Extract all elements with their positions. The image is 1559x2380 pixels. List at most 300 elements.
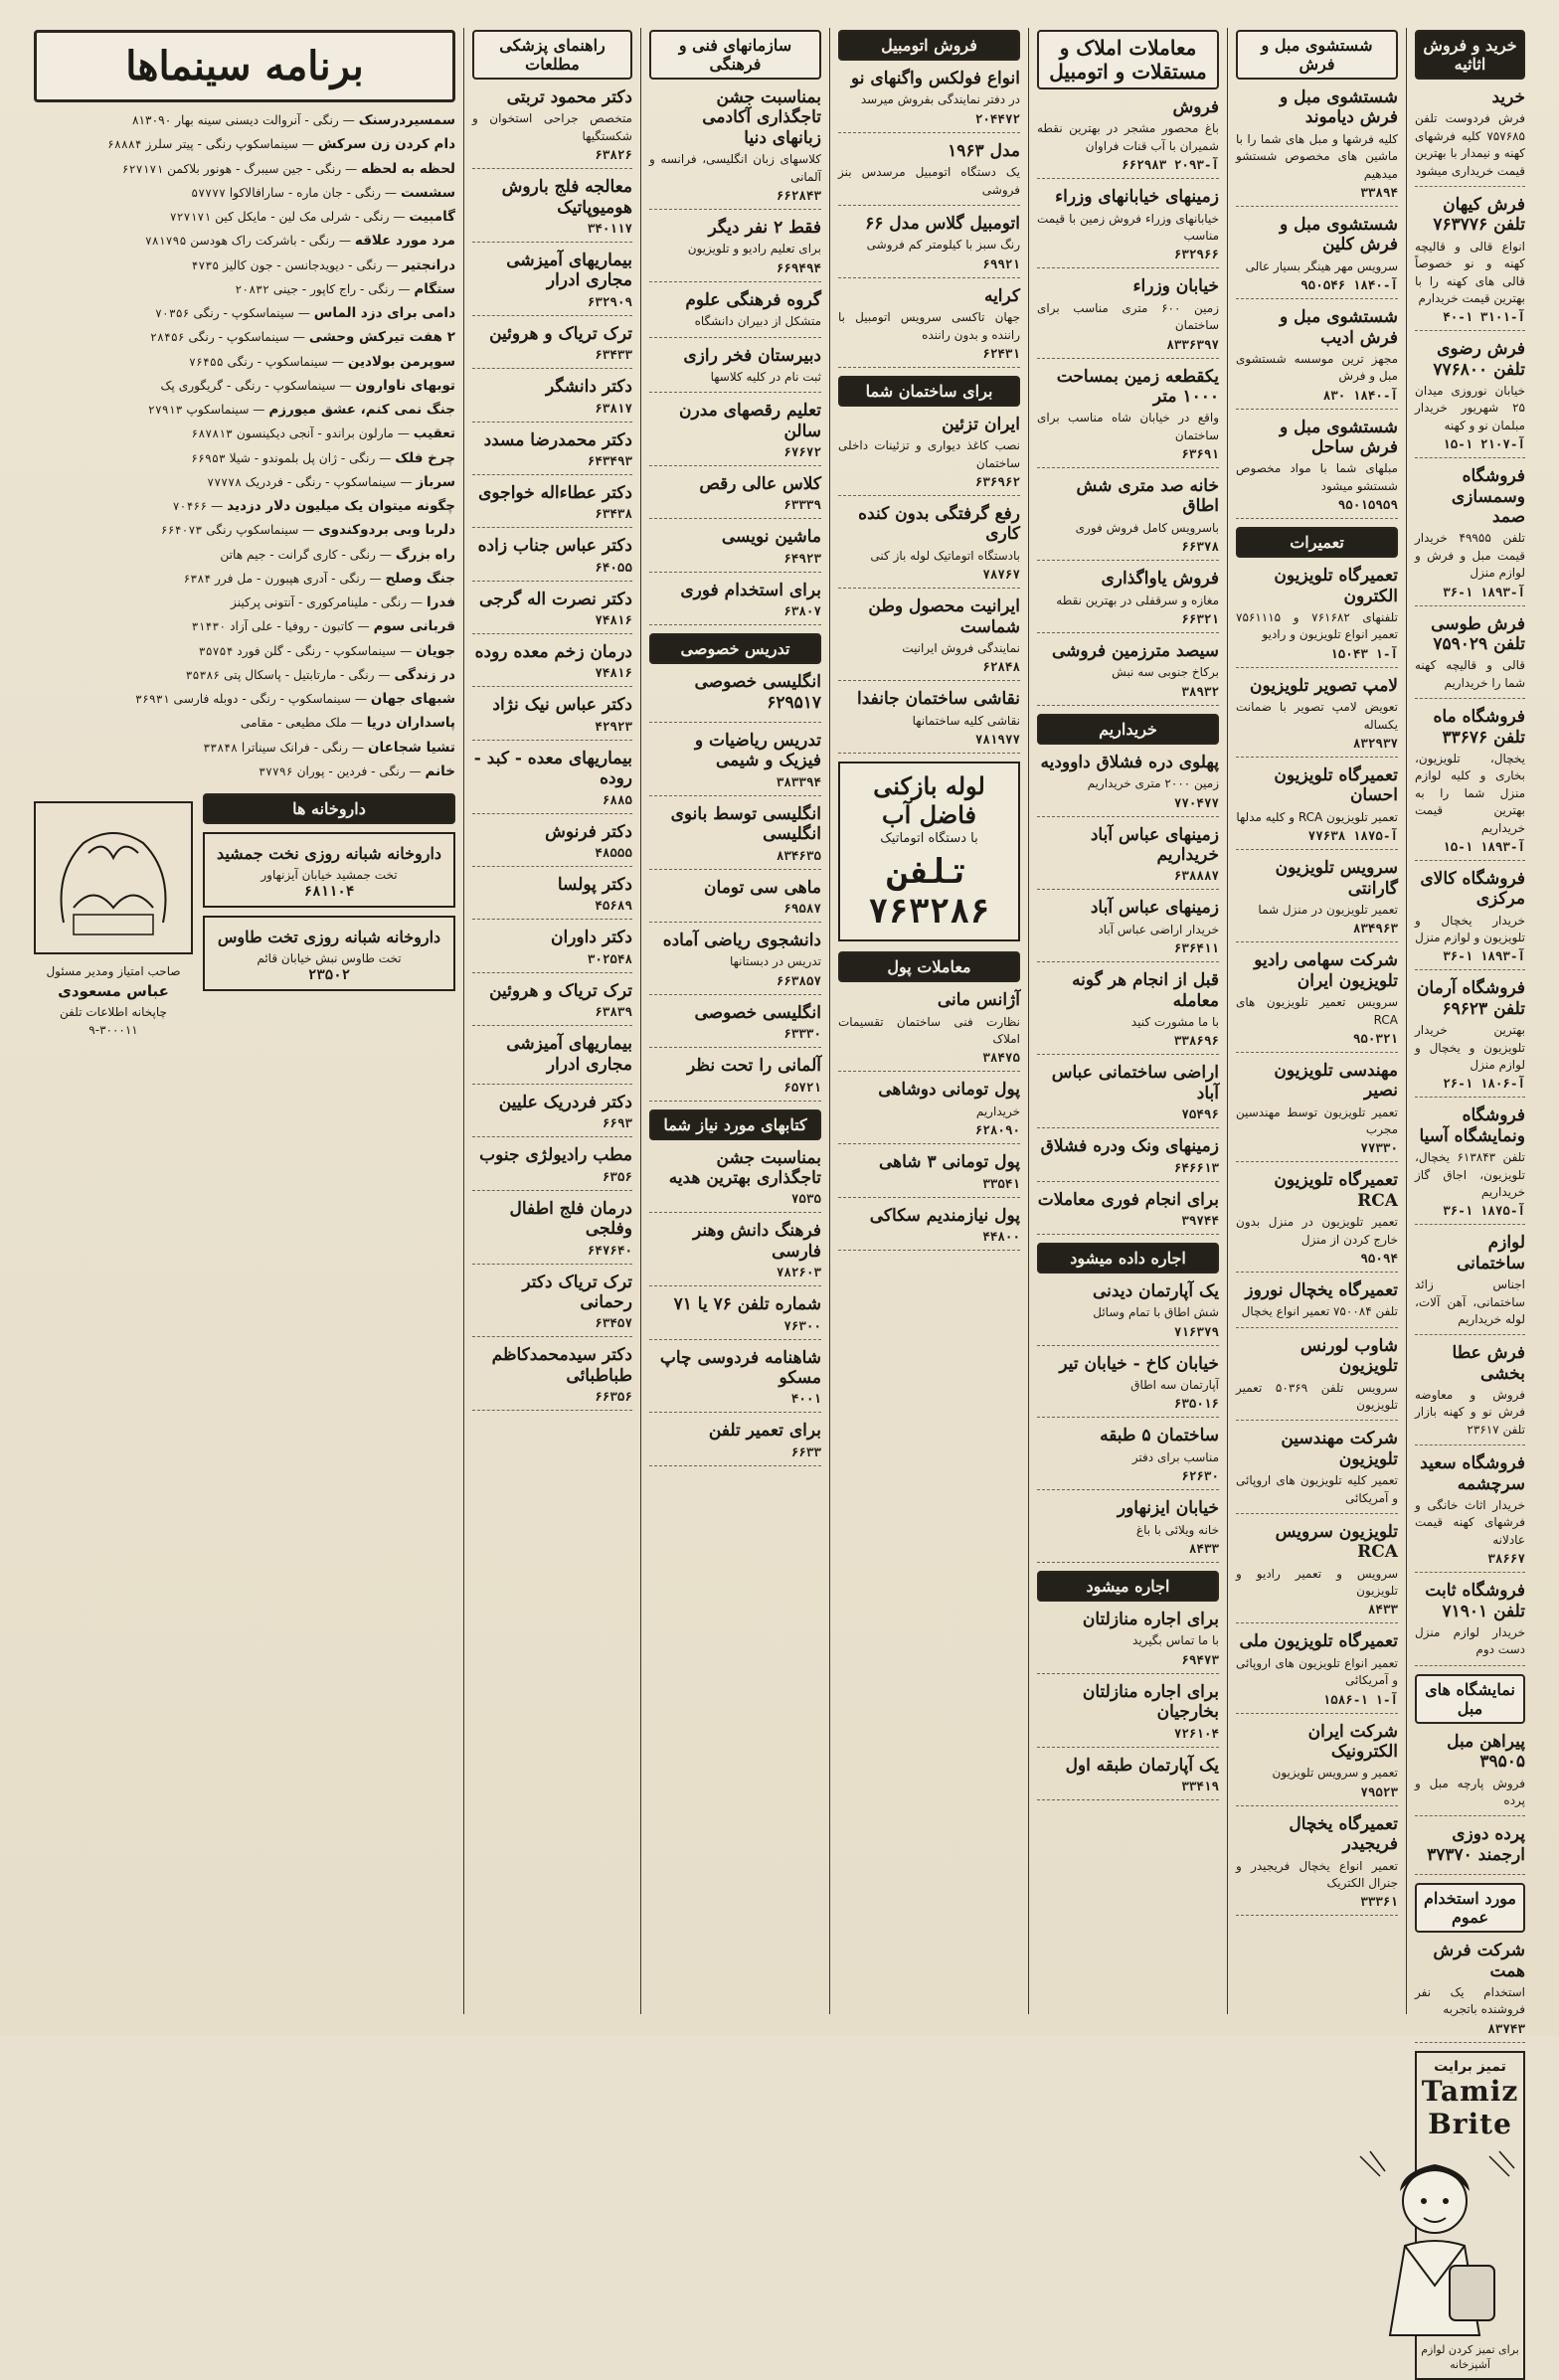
ad-text: تعمیر و سرویس تلویزیون xyxy=(1272,1766,1398,1781)
ad-text: بادستگاه اتوماتیک لوله باز کنی xyxy=(870,548,1020,563)
ad-title: تعمیرگاه تلویزیون الکترون xyxy=(1274,566,1398,606)
classified-ad xyxy=(1236,1722,1398,1806)
ad-phone: ۷۷۶۳۸ آ-۱۸۷۵ xyxy=(1307,828,1398,844)
film-phone: ۳۳۸۴۸ xyxy=(203,740,238,755)
classified-ad xyxy=(472,1345,632,1411)
ad-title: یکقطعه زمین بمساحت ۱۰۰۰ متر xyxy=(1056,366,1219,407)
classified-ad xyxy=(1236,1814,1398,1917)
ad-title: دکتر فرنوش xyxy=(545,821,632,842)
film-listing: دام کردن زن سرکش — سینماسکوپ رنگی - پیتر سلرز ۶۸۸۸۴ xyxy=(106,136,455,153)
classified-ad xyxy=(1037,187,1219,268)
film-title: خانم xyxy=(425,763,455,779)
ad-title: خیابان ایزنهاور xyxy=(1117,1498,1219,1519)
ad-title: انگلیسی خصوصی xyxy=(694,1002,821,1023)
classified-ad xyxy=(838,1206,1020,1251)
ad-title: ساختمان ۵ طبقه xyxy=(1100,1426,1219,1446)
ad-phone: ۶۳۸۸۸۷ xyxy=(1173,868,1219,884)
ad-text: اجناس زائد ساختمانی، آهن آلات، لوله خریداریم xyxy=(1415,1277,1525,1326)
ad-text: تعمیر تلویزیون RCA و کلیه مدلها xyxy=(1236,809,1398,824)
ad-text: مغازه و سرقفلی در بهترین نقطه xyxy=(1056,593,1219,607)
ad-title: فقط ۲ نفر دیگر xyxy=(708,217,821,238)
film-phone: ۷۲۷۱۷۱ xyxy=(169,210,212,224)
ad-phone: ۷۸۲۶۰۳ xyxy=(776,1265,821,1280)
film-phone: ۳۱۴۳۰ xyxy=(191,619,227,634)
film-phone: ۳۵۷۵۴ xyxy=(198,643,234,658)
ad-title: درمان فلج اطفال وفلجی xyxy=(509,1198,632,1240)
film-details: کاتبون - روفیا - علی آزاد xyxy=(230,619,354,634)
colophon xyxy=(34,962,193,1039)
classified-ad xyxy=(838,1152,1020,1197)
ad-phone: ۶۳۸۲۶ xyxy=(595,147,632,163)
classified-ad xyxy=(1415,1824,1525,1875)
ad-phone: ۶۴۳۴۹۳ xyxy=(587,452,632,468)
film-details: رنگی - دیویدجانسن - جون کالیز xyxy=(223,257,383,272)
ad-title: زمینهای عباس آباد xyxy=(1090,898,1219,919)
film-title: فدرا xyxy=(426,595,455,610)
ad-title: برای استخدام فوری xyxy=(680,580,821,600)
classified-ad xyxy=(1037,753,1219,817)
ad-phone: ۶۴۶۶۱۳ xyxy=(1173,1159,1219,1175)
ad-text: مناسب برای دفتر xyxy=(1131,1449,1219,1464)
ad-title: معالجه فلج باروش هومیوپاتیک xyxy=(501,177,632,218)
classified-ad xyxy=(649,1221,821,1286)
col-medical xyxy=(463,28,640,2014)
ad-text: باسرویس کامل فروش فوری xyxy=(1075,520,1219,535)
film-phone: ۳۶۹۳۱ xyxy=(135,692,170,706)
film-details: سینماسکوپ - رنگی - گلن فورد xyxy=(237,643,397,658)
classified-ad xyxy=(472,928,632,972)
classified-ad xyxy=(1415,869,1525,971)
pharmacy-phone: ۶۸۱۱۰۴ xyxy=(303,883,355,900)
ad-title: فرهنگ دانش وهنر فارسی xyxy=(692,1221,821,1262)
ad-phone: ۳۳۵۴۱ xyxy=(982,1175,1020,1191)
ad-phone: ۸۳۲۹۳۷ xyxy=(1352,735,1398,751)
ad-text: یک دستگاه اتومبیل مرسدس بنز فروشی xyxy=(838,165,1020,197)
film-phone: ۲۸۴۵۶ xyxy=(150,330,185,345)
film-title: دامی برای دزد الماس xyxy=(313,305,455,321)
repairs-list xyxy=(1236,566,1398,1916)
film-listing: گامبیت — رنگی - شرلی مک لین - مایکل کین ۷۲۷۱۷۱ xyxy=(169,209,455,225)
ad-title: یک آپارتمان طبقه اول xyxy=(1065,1755,1219,1776)
ad-title: برای انجام فوری معاملات xyxy=(1037,1189,1219,1210)
pharmacy-title: داروخانه شبانه روزی تخت طاوس xyxy=(217,927,441,946)
film-listing: در زندگی — رنگی - مارتابتیل - پاسکال پتی ۳۵۳۸۶ xyxy=(185,666,455,683)
section-header-art: سازمانهای فنی و فرهنگی xyxy=(649,30,821,80)
section-header-cinemas: برنامه سینماها xyxy=(34,30,455,102)
ad-title: بیماریهای معده - کبد - روده xyxy=(473,748,632,789)
ad-text: ثبت نام در کلیه کلاسها xyxy=(710,369,821,384)
classified-ad xyxy=(649,290,821,338)
classified-ad xyxy=(472,377,632,422)
ad-phone: ۸۳۳۶۳۹۷ xyxy=(1166,336,1219,352)
ad-title: شستشوی مبل و فرش ساحل xyxy=(1280,417,1398,458)
ad-title: بمناسبت جشن تاجگذاری آکادمی زبانهای دنیا xyxy=(702,87,821,148)
section-header-furniture-shops: نمایشگاه های مبل xyxy=(1415,1674,1525,1724)
ad-phone: ۹۵۰۹۴ xyxy=(1360,1251,1398,1267)
classified-ad xyxy=(649,1148,821,1214)
ad-phone: ۶۷۶۷۲ xyxy=(783,444,821,460)
ad-title: یک آپارتمان دیدنی xyxy=(1093,1280,1219,1301)
classified-ad xyxy=(1037,97,1219,179)
ad-title: شستشوی مبل و فرش کلین xyxy=(1280,214,1398,255)
columns xyxy=(26,28,1533,2371)
ad-phone: ۷۷۰۴۷۷ xyxy=(1173,794,1219,810)
film-title: مرد مورد علاقه xyxy=(354,233,455,250)
ad-text: سرویس مهر هینگر بسیار عالی xyxy=(1245,258,1398,273)
film-phone: ۶۶۹۵۳ xyxy=(191,450,226,465)
ad-title: آلمانی را تحت نظر xyxy=(687,1056,821,1077)
ad-text: بهترین خریدار تلویزیون و یخچال و لوازم منزل xyxy=(1415,1023,1525,1073)
classified-ad xyxy=(1037,1756,1219,1800)
ad-phone: ۶۳۵۰۱۶ xyxy=(1173,1396,1219,1412)
classified-ad xyxy=(649,581,821,625)
classified-ad xyxy=(1236,858,1398,942)
film-details: رنگی - مارتابتیل - پاسکال پتی xyxy=(224,667,375,682)
film-listing: چرخ فلک — رنگی - ژان پل بلموندو - شیلا ۶۶۹۵۳ xyxy=(191,449,455,466)
taxi-phone: ۶۲۴۳۱ xyxy=(982,345,1020,361)
film-title: راه بزرگ xyxy=(395,546,455,563)
classified-ad xyxy=(649,672,821,723)
woman-illustration-icon xyxy=(1350,2146,1519,2335)
film-title: قربانی سوم xyxy=(373,618,455,635)
ad-title: زمینهای خیابانهای وزراء xyxy=(1055,187,1219,208)
ad-phone: ۴۲۹۲۳ xyxy=(595,718,632,734)
classified-ad xyxy=(1236,1280,1398,1328)
ettelaat-logo-icon xyxy=(34,801,193,954)
ad-phone: ۴۸۵۵۵ xyxy=(595,845,632,861)
ad-title: شرکت مهندسین تلویزیون xyxy=(1281,1429,1398,1469)
classified-ad xyxy=(472,251,632,316)
ad-phone: ۶۳۳۳۹ xyxy=(783,497,821,513)
film-phone: ۶۲۷۱۷۱ xyxy=(121,161,164,176)
money-list xyxy=(838,990,1020,1251)
section-header-rent: اجاره داده میشود xyxy=(1037,1243,1219,1274)
ad-phone: ۶۳۸۰۷ xyxy=(783,603,821,619)
auto-list xyxy=(838,69,1020,278)
ad-text: مبلهای شما با مواد مخصوص شستشو میشود xyxy=(1236,461,1398,493)
ad-text: سرویس و تعمیر رادیو و تلویزیون xyxy=(1236,1566,1398,1599)
ad-text: برای تعلیم رادیو و تلویزیون xyxy=(687,242,821,256)
ad-title: شرکت سهامی رادیو تلویزیون ایران xyxy=(1254,950,1398,991)
ad-title: تلویزیون سرویس RCA xyxy=(1275,1521,1398,1563)
classified-ad xyxy=(838,990,1020,1072)
film-phone: ۲۰۸۳۲ xyxy=(235,281,269,296)
film-title: سرباز xyxy=(416,473,455,490)
ad-phone: ۱۵۸۶-۱ آ-۱ xyxy=(1322,1691,1398,1707)
film-title: پاسداران دریا xyxy=(366,715,455,732)
film-listing: جنگ نمی کنم، عشق میورزم — سینماسکوپ ۲۷۹۱۳ xyxy=(147,402,455,418)
classified-ad xyxy=(838,141,1020,206)
classified-ad xyxy=(1236,215,1398,299)
film-title: جنگ وصلح xyxy=(385,570,455,587)
ad-title: خیابان کاخ - خیابان تیر xyxy=(1059,1353,1219,1374)
ad-phone: ۳۰۲۵۴۸ xyxy=(587,950,632,966)
ad-text: سرویس تعمیر تلویزیون های RCA xyxy=(1236,995,1398,1027)
ad-title: گروه فرهنگی علوم xyxy=(685,289,821,310)
ad-phone: ۳۶-۱ آ-۱۸۹۳ xyxy=(1443,584,1525,599)
classified-ad xyxy=(472,822,632,867)
film-details: سینماسکوپ - رنگی - گریگوری پک xyxy=(160,378,336,393)
classified-ad xyxy=(649,878,821,923)
ad-title: شستشوی مبل و فرش دیاموند xyxy=(1280,87,1398,128)
ad-title: پول نیازمندیم سکاکی xyxy=(869,1205,1020,1226)
film-details: سینماسکوپ - رنگی - دوبله فارسی xyxy=(173,692,351,706)
classified-ad xyxy=(1236,1170,1398,1273)
ad-text: زمین ۶۰۰ متری مناسب برای ساختمان xyxy=(1037,300,1219,333)
ad-title: دکتر داوران xyxy=(550,928,632,948)
ad-title: ایران تزئین xyxy=(942,414,1020,434)
ad-phone: ۶۶۲۹۸۳ آ-۲۰۹۳ xyxy=(1122,157,1219,173)
ad-text: خیابان نوروزی میدان ۲۵ شهریور خریدار مبلمان نو و کهنه xyxy=(1415,384,1525,432)
ad-text: رنگ سبز با کیلومتر کم فروشی xyxy=(866,238,1020,253)
ad-text: واقع در خیابان شاه مناسب برای ساختمان xyxy=(1037,411,1219,442)
ad-text: استخدام یک نفر فروشنده باتجربه xyxy=(1415,1984,1525,2017)
ad-title: ترک تریاک و هروئین xyxy=(489,980,632,1001)
ad-phone: ۳۸۴۷۵ xyxy=(982,1050,1020,1066)
ad-phone: ۳۸۹۳۲ xyxy=(1181,683,1219,699)
ad-phone: ۶۶۲۸۴۳ xyxy=(776,187,821,203)
ad-phone: ۶۳۳۳۰ xyxy=(783,1026,821,1042)
film-details: رنگی - جان ماره - سارافالاکوا xyxy=(229,185,382,200)
ad-phone: ۶۹۵۸۷ xyxy=(783,900,821,916)
ad-text: خیابانهای وزراء فروش زمین با قیمت مناسب xyxy=(1037,211,1219,243)
ad-title: اراضی ساختمانی عباس آباد xyxy=(1051,1063,1219,1104)
film-listing: درانجتیر — رنگی - دیویدجانسن - جون کالیز ۴۷۳۵ xyxy=(191,256,455,273)
pharmacy-box xyxy=(203,916,455,991)
ad-phone: ۶۹۴۷۳ xyxy=(1181,1651,1219,1667)
classified-ad xyxy=(1415,1941,1525,2043)
ad-phone: ۷۵۴۹۶ xyxy=(1181,1106,1219,1122)
ad-title: دکتر عباس نیک نژاد xyxy=(492,695,632,716)
ad-title: ایرانیت محصول وطن شماست xyxy=(868,596,1020,637)
ad-phone: ۷۷۳۳۰ xyxy=(1360,1140,1398,1156)
film-listing: جنگ وصلح — رنگی - آدری هپبورن - مل فرر ۶۳۸۴ xyxy=(183,570,455,587)
film-title: دام کردن زن سرکش xyxy=(317,136,455,153)
film-listing: سمسیردرسنک — رنگی - آنروالت دیسنی سینه بهار ۸۱۳۰۹۰ xyxy=(131,112,455,128)
classified-ad xyxy=(472,1034,632,1085)
classified-ad xyxy=(1415,614,1525,700)
ad-title: فروش یاواگذاری xyxy=(1101,569,1219,590)
ad-title: پهلوی دره فشلاق داوودیه xyxy=(1040,752,1219,772)
classified-ad xyxy=(472,1145,632,1190)
classified-ad xyxy=(838,415,1020,496)
ad-text: متخصص جراحی استخوان و شکستگیها xyxy=(472,111,632,143)
film-details: رنگی - فردین - پوران xyxy=(296,764,406,778)
ad-title: تعمیرگاه یخچال نوروز xyxy=(1245,1280,1398,1301)
classified-ad xyxy=(1236,1336,1398,1422)
film-details: رنگی - فرانک سیناترا xyxy=(241,740,349,755)
classified-ad xyxy=(1037,1281,1219,1346)
ad-text: نمایندگی فروش ایرانیت xyxy=(902,641,1020,656)
film-phone: ۶۸۸۸۴ xyxy=(106,137,142,152)
film-listing: تشیا شجاعان — رنگی - فرانک سیناترا ۳۳۸۴۸ xyxy=(203,739,455,756)
colophon-name: عباس مسعودی xyxy=(58,982,169,1000)
ad-phone: ۲۰۴۴۷۲ xyxy=(974,110,1020,126)
ad-title: دکتر سیدمحمدکاظم طباطبائی xyxy=(491,1345,632,1386)
film-title: درانجتیر xyxy=(402,256,455,273)
classified-ad xyxy=(1236,418,1398,520)
film-details: سینماسکوپ - رنگی - فردریک xyxy=(245,474,397,489)
ad-text: کلیه فرشها و مبل های شما را با ماشین های مخصوص شستشو میدهیم xyxy=(1236,131,1398,181)
ad-title: دانشجوی ریاضی آماده xyxy=(662,930,821,950)
classified-ad xyxy=(472,536,632,581)
ad-title: تعمیرگاه تلویزیون احسان xyxy=(1274,765,1398,806)
film-title: چرخ فلک xyxy=(395,449,455,466)
film-details: رنگی - آدری هپبورن - مل فرر xyxy=(215,571,366,586)
ad-text: آپارتمان سه اطاق xyxy=(1130,1378,1219,1393)
ad-phone: ۶۴۰۵۵ xyxy=(595,559,632,575)
pipe-box-title: لوله بازکنی فاضل آب xyxy=(873,771,985,830)
film-phone: ۷۰۳۵۶ xyxy=(154,306,190,320)
classified-ad xyxy=(1037,1426,1219,1490)
ad-phone: ۶۶۳۷۸ xyxy=(1181,539,1219,555)
classified-ad xyxy=(649,1056,821,1101)
ad-title: برای اجاره منازلتان بخارجیان xyxy=(1082,1681,1219,1723)
ad-title: شستشوی مبل و فرش ادیب xyxy=(1280,307,1398,348)
ad-title: کلاس عالی رقص xyxy=(699,474,821,495)
ad-text: خریدار اثاث خانگی و فرشهای کهنه قیمت عادلانه xyxy=(1415,1498,1525,1547)
classified-ad xyxy=(838,69,1020,133)
ad-title: شاوب لورنس تلویزیون xyxy=(1299,1335,1398,1377)
taxi-text: جهان تاکسی سرویس اتومبیل با راننده و بدون راننده xyxy=(838,310,1020,342)
film-listing: لحظه به لحظه — رنگی - جین سیبرگ - هونور بلاکمن ۶۲۷۱۷۱ xyxy=(121,160,455,177)
ad-text: فروش پارچه مبل و پرده xyxy=(1415,1776,1525,1807)
film-title: تشیا شجاعان xyxy=(368,739,455,756)
ad-text: تلفن ۶۱۳۸۴۳ یخچال، تلویزیون، اجاق گاز خریداریم xyxy=(1415,1150,1525,1199)
buy-list xyxy=(1037,753,1219,1235)
ad-text: خریدار اراضی عباس آباد xyxy=(1098,922,1219,936)
ad-title: فرش رضوی تلفن ۷۷۶۸۰۰ xyxy=(1433,339,1525,380)
tamiz-brite-ad xyxy=(1415,2051,1525,2380)
ad-phone: ۶۶۹۳ xyxy=(602,1115,632,1131)
ad-phone: ۶۴۷۶۴۰ xyxy=(587,1242,632,1258)
classified-ad xyxy=(649,401,821,466)
film-listing: پاسداران دریا — ملک مطیعی - مقامی xyxy=(240,715,455,732)
section-header-auto: فروش اتومبیل xyxy=(838,30,1020,61)
ad-title: فروش xyxy=(1172,97,1219,117)
ad-title: دکتر دانشگر xyxy=(545,377,632,398)
classified-ad xyxy=(1415,195,1525,331)
ad-phone: ۶۶۳۲۱ xyxy=(1181,611,1219,627)
pharmacy-address: تخت جمشید خیابان آیزنهاور xyxy=(260,868,398,882)
ad-title: دکتر عباس جناب زاده xyxy=(477,536,632,557)
ad-text: خریداریم xyxy=(975,1104,1020,1118)
ad-text: خریدار یخچال و تلویزیون و لوازم منزل xyxy=(1415,913,1525,945)
classified-ad xyxy=(1037,641,1219,706)
ad-phone: ۷۵۳۵ xyxy=(790,1191,821,1207)
section-header-real-estate: معاملات املاک و مستقلات و اتومبیل xyxy=(1037,30,1219,89)
film-title: تعقیب xyxy=(413,425,455,442)
film-listing: شبهای جهان — سینماسکوپ - رنگی - دوبله فارسی ۳۶۹۳۱ xyxy=(135,691,455,707)
film-phone: ۶۸۷۸۱۳ xyxy=(191,426,233,441)
film-listing: سرباز — سینماسکوپ - رنگی - فردریک ۷۷۷۷۸ xyxy=(207,473,455,490)
ad-phone: ۶۳۸۳۹ xyxy=(595,1004,632,1020)
ad-phone: ۶۳۴۵۷ xyxy=(595,1315,632,1331)
classified-ad xyxy=(1415,707,1525,861)
ad-phone: ۳۸۳۳۹۴ xyxy=(776,773,821,789)
ad-phone: ۶۳۶۹۱ xyxy=(1181,446,1219,462)
ad-text: فرش فردوست تلفن ۷۵۷۶۸۵ کلیه فرشهای کهنه و نیمدار با بهترین قیمت خریداری میشود xyxy=(1415,111,1525,178)
ad-phone: ۶۵۷۲۱ xyxy=(783,1079,821,1095)
pharmacy-title: داروخانه شبانه روزی نخت جمشید xyxy=(216,844,442,863)
classified-ad xyxy=(649,731,821,796)
ad-phone: ۴۰۰۱ xyxy=(790,1391,821,1407)
ad-text: برکاخ جنوبی سه نبش xyxy=(1112,665,1219,680)
classified-ad xyxy=(1236,566,1398,668)
classified-ad xyxy=(649,527,821,572)
ad-phone: ۶۸۸۵ xyxy=(602,791,632,807)
taxi-rental-ad xyxy=(838,286,1020,368)
ad-title: شماره تلفن ۷۶ یا ۷۱ xyxy=(673,1294,821,1315)
ad-text: تعمیر تلویزیون در منزل شما xyxy=(1258,902,1398,917)
classified-ad xyxy=(649,804,821,870)
film-listing: سوپرمن بولادین — سینماسکوپ - رنگی ۷۶۴۵۵ xyxy=(189,353,455,370)
classified-ad xyxy=(1415,87,1525,187)
taxi-title: کرایه xyxy=(983,285,1020,306)
ad-text: تلفن ۴۹۹۵۵ خریدار قیمت مبل و فرش و لوازم منزل xyxy=(1415,531,1525,581)
ad-title: دکتر فردریک علیین xyxy=(498,1092,632,1112)
col-auto-building xyxy=(829,28,1028,2014)
pharmacy-box xyxy=(203,832,455,908)
film-listing: مرد مورد علاقه — رنگی - باشرکت راک هودسن ۷۸۱۷۹۵ xyxy=(144,233,455,250)
classified-ad xyxy=(1415,339,1525,458)
film-phone: ۷۸۱۷۹۵ xyxy=(144,234,187,249)
ad-text: خریدار لوازم منزل دست دوم xyxy=(1415,1625,1525,1657)
classified-ad xyxy=(1037,825,1219,891)
ad-text: فروش و معاوضه فرش نو و کهنه بازار تلفن ۲۳۶۱۷ xyxy=(1415,1388,1525,1437)
ad-title: فروشگاه ماه تلفن ۳۳۶۷۶ xyxy=(1433,707,1525,748)
classified-ad xyxy=(1037,1063,1219,1128)
classified-ad xyxy=(1415,1581,1525,1666)
col-cleaning-repairs xyxy=(1227,28,1406,2014)
ad-phone: ۷۱۶۳۷۹ xyxy=(1173,1323,1219,1339)
film-phone: ۷۷۷۷۸ xyxy=(207,474,242,489)
culture-list xyxy=(649,87,821,625)
ad-title: ماهی سی تومان xyxy=(704,877,821,898)
classified-ad xyxy=(1037,898,1219,962)
ad-text: تلفن ۷۵۰۰۸۴ تعمیر انواع یخچال xyxy=(1241,1304,1398,1319)
ad-phone: ۳۳۸۶۹۶ xyxy=(1173,1033,1219,1049)
film-phone: ۴۷۳۵ xyxy=(191,257,220,272)
ad-phone: ۸۳۴۹۶۳ xyxy=(1352,921,1398,936)
ad-title: فروشگاه کالای مرکزی xyxy=(1420,868,1525,910)
ad-phone: ۸۳۰ آ-۱۸۴۰ xyxy=(1322,387,1398,403)
film-details: رنگی - راج کاپور - جینی xyxy=(272,281,395,296)
ad-title: تعمیرگاه تلویزیون ملی xyxy=(1239,1631,1398,1652)
film-phone: ۷۰۴۶۶ xyxy=(172,499,208,513)
film-details: رنگی - باشرکت راک هودسن xyxy=(190,234,335,249)
section-header-furniture-sale: خرید و فروش اثاثیه xyxy=(1415,30,1525,80)
col-furniture-sale xyxy=(1406,28,1533,2371)
ad-phone: ۶۳۴۳۳ xyxy=(595,347,632,363)
classified-ad xyxy=(1236,676,1398,758)
ad-phone: ۳۴۰۱۱۷ xyxy=(587,220,632,236)
ad-phone: ۳۹۷۴۴ xyxy=(1181,1212,1219,1228)
classified-ad xyxy=(1415,1343,1525,1445)
section-header-books: کتابهای مورد نیاز شما xyxy=(649,1109,821,1140)
classified-ad xyxy=(1236,1429,1398,1514)
furniture-sale-list xyxy=(1415,87,1525,1666)
ad-title: دکتر محمود تربتی xyxy=(506,87,632,107)
pharmacy-address: تخت طاوس نبش خیابان قائم xyxy=(257,950,402,965)
classified-ad xyxy=(649,1421,821,1465)
ad-text: زمین ۲۰۰۰ متری خریداریم xyxy=(1087,776,1219,791)
classified-ad xyxy=(649,1348,821,1414)
ad-title: مطب رادیولژی جنوب xyxy=(479,1145,632,1166)
ad-phone: ۶۴۹۲۳ xyxy=(783,550,821,566)
film-title: گامبیت xyxy=(409,209,455,225)
ad-phone: ۹۵۰۱۵۹۵۹ xyxy=(1337,497,1398,513)
